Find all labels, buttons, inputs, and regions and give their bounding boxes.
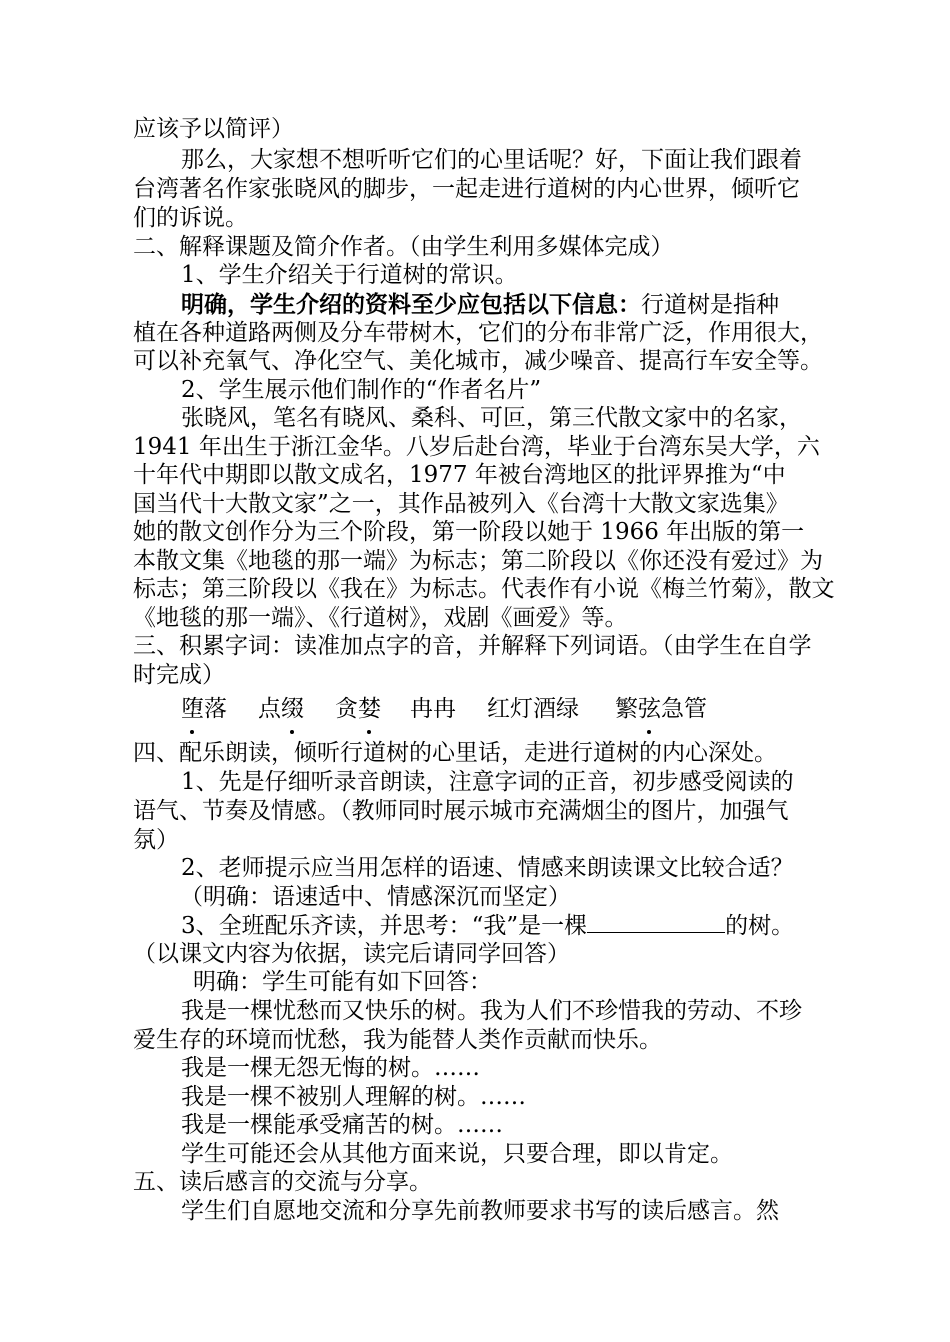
text-line: 可以补充氧气、净化空气、美化城市，减少噪音、提高行车安全等。 xyxy=(133,348,823,374)
text-line: 张晓风，笔名有晓风、桑科、可叵，第三代散文家中的名家， xyxy=(181,405,802,431)
text-line: 应该予以简评） xyxy=(133,116,294,142)
text-line: 我是一棵不被别人理解的树。…… xyxy=(181,1084,526,1110)
text-line: 时完成） xyxy=(133,662,225,688)
emphasis-dot xyxy=(190,730,194,734)
text-run: 的树。 xyxy=(725,913,795,939)
emphasis-dot xyxy=(647,730,651,734)
text-line: 语气、节奏及情感。（教师同时展示城市充满烟尘的图片，加强气 xyxy=(133,798,789,824)
section-heading-5: 五、读后感言的交流与分享。 xyxy=(133,1169,432,1195)
fill-in-blank xyxy=(587,910,725,933)
text-line: 国当代十大散文家”之一，其作品被列入《台湾十大散文家选集》 xyxy=(133,491,789,517)
text-line: （以课文内容为依据，读完后请同学回答） xyxy=(133,941,570,967)
text-line: 她的散文创作分为三个阶段，第一阶段以她于 1966 年出版的第一 xyxy=(133,519,805,545)
text-line xyxy=(181,910,853,941)
text-line: 植在各种道路两侧及分车带树木，它们的分布非常广泛，作用很大， xyxy=(133,320,823,346)
text-line: 我是一棵能承受痛苦的树。…… xyxy=(181,1112,503,1138)
text-line: 爱生存的环境而忧愁，我为能替人类作贡献而快乐。 xyxy=(133,1027,662,1053)
text-line: 我是一棵无怨无悔的树。…… xyxy=(181,1055,480,1081)
text-line: 氛） xyxy=(133,827,179,853)
text-line: 明确：学生可能有如下回答： xyxy=(193,969,492,995)
text-line: 2、学生展示他们制作的“作者名片” xyxy=(181,377,542,403)
text-line: 我是一棵忧愁而又快乐的树。我为人们不珍惜我的劳动、不珍 xyxy=(181,998,802,1024)
vocab-word: 堕落 xyxy=(181,696,227,722)
text-line: 学生可能还会从其他方面来说，只要合理，即以肯定。 xyxy=(181,1141,733,1167)
bold-lead: 明确，学生介绍的资料至少应包括以下信息： xyxy=(181,291,641,318)
text-line: 2、老师提示应当用怎样的语速、情感来朗读课文比较合适？ xyxy=(181,855,794,881)
text-line: （明确：语速适中、情感深沉而坚定） xyxy=(180,884,571,910)
text-line: 标志；第三阶段以《我在》为标志。代表作有小说《梅兰竹菊》，散文 xyxy=(133,576,835,602)
text-run: 行道树是指种 xyxy=(641,292,779,318)
emphasis-dot xyxy=(367,730,371,734)
vocab-word: 贪婪 xyxy=(335,696,381,722)
text-line: 1941 年出生于浙江金华。八岁后赴台湾，毕业于台湾东吴大学，六 xyxy=(133,434,820,460)
section-heading-4: 四、配乐朗读，倾听行道树的心里话，走进行道树的内心深处。 xyxy=(133,740,777,766)
vocab-word: 红灯酒绿 xyxy=(487,696,579,722)
text-line: 十年代中期即以散文成名，1977 年被台湾地区的批评界推为“中 xyxy=(133,462,786,488)
text-line: 1、学生介绍关于行道树的常识。 xyxy=(181,262,518,288)
vocab-word: 点缀 xyxy=(258,696,304,722)
text-line: 们的诉说。 xyxy=(133,205,248,231)
text-line: 本散文集《地毯的那一端》为标志；第二阶段以《你还没有爱过》为 xyxy=(133,548,823,574)
section-heading-2: 二、解释课题及简介作者。（由学生利用多媒体完成） xyxy=(133,234,674,260)
text-line: 那么，大家想不想听听它们的心里话呢？好，下面让我们跟着 xyxy=(181,147,802,173)
text-line xyxy=(181,290,853,320)
text-line: 学生们自愿地交流和分享先前教师要求书写的读后感言。然 xyxy=(181,1198,779,1224)
emphasis-dot xyxy=(290,730,294,734)
text-line: 1、先是仔细听录音朗读，注意字词的正音，初步感受阅读的 xyxy=(181,769,794,795)
text-line: 台湾著名作家张晓风的脚步，一起走进行道树的内心世界，倾听它 xyxy=(133,176,800,202)
text-line: 《地毯的那一端》、《行道树》，戏剧《画爱》等。 xyxy=(133,605,628,631)
text-run: 3、全班配乐齐读，并思考：“我”是一棵 xyxy=(181,913,588,939)
vocab-word: 冉冉 xyxy=(410,696,456,722)
section-heading-3: 三、积累字词：读准加点字的音，并解释下列词语。（由学生在自学 xyxy=(133,633,812,659)
vocab-word: 繁弦急管 xyxy=(615,696,707,722)
